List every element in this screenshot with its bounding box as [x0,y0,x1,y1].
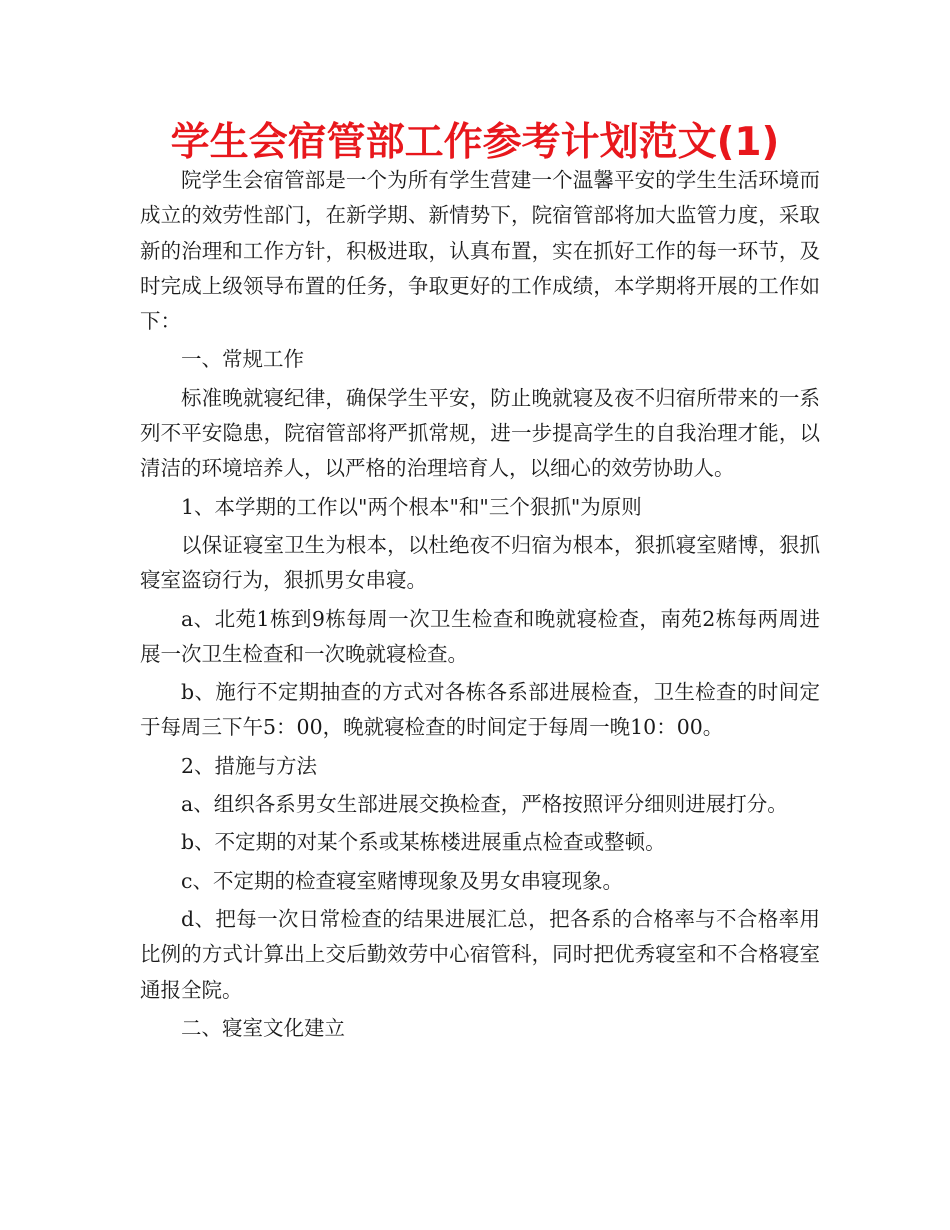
document-title: 学生会宿管部工作参考计划范文(1) [170,120,780,165]
section-heading-dorm-culture: 二、寝室文化建立 [181,1015,345,1040]
measure-c: c、不定期的检查寝室赌博现象及男女串寝现象。 [181,868,623,893]
item-b-spot-check: b、施行不定期抽查的方式对各栋各系部进展检查，卫生检查的时间定于每周三下午5：00，晚就寝检查的时间定于每周一晚10：00。 [140,680,820,740]
principle-paragraph: 以保证寝室卫生为根本，以杜绝夜不归宿为根本，狠抓寝室赌博，狠抓寝室盗窃行为，狠抓男女串寝。 [140,532,820,593]
item-a-inspection: a、北苑1栋到9栋每周一次卫生检查和晚就寝检查，南苑2栋每两周进展一次卫生检查和一次晚就寝检查。 [140,606,820,666]
intro-paragraph: 院学生会宿管部是一个为所有学生营建一个温馨平安的学生生活环境而成立的效劳性部门，在新学期、新情势下，院宿管部将加大监管力度，采取新的治理和工作方针，积极进取，认真布置，实在抓好工作的每一环节，及时完成上级领导布置的任务，争取更好的工作成绩，本学期将开展的工作如下： [140,168,820,334]
measure-d: d、把每一次日常检查的结果进展汇总，把各系的合格率与不合格率用比例的方式计算出上交后勤效劳中心宿管科，同时把优秀寝室和不合格寝室通报全院。 [140,906,820,1002]
document-body [140,163,820,1046]
measure-b: b、不定期的对某个系或某栋楼进展重点检查或整顿。 [181,830,666,855]
routine-work-paragraph: 标准晚就寝纪律，确保学生平安，防止晚就寝及夜不归宿所带来的一系列不平安隐患，院宿管部将严抓常规，进一步提高学生的自我治理才能，以清洁的环境培养人，以严格的治理培育人，以细心的效劳协助人。 [140,385,820,481]
measures-heading: 2、措施与方法 [181,753,318,778]
principle-heading: 1、本学期的工作以"两个根本"和"三个狠抓"为原则 [181,494,642,519]
measure-a: a、组织各系男女生部进展交换检查，严格按照评分细则进展打分。 [181,792,788,817]
section-heading-routine-work: 一、常规工作 [181,347,304,372]
